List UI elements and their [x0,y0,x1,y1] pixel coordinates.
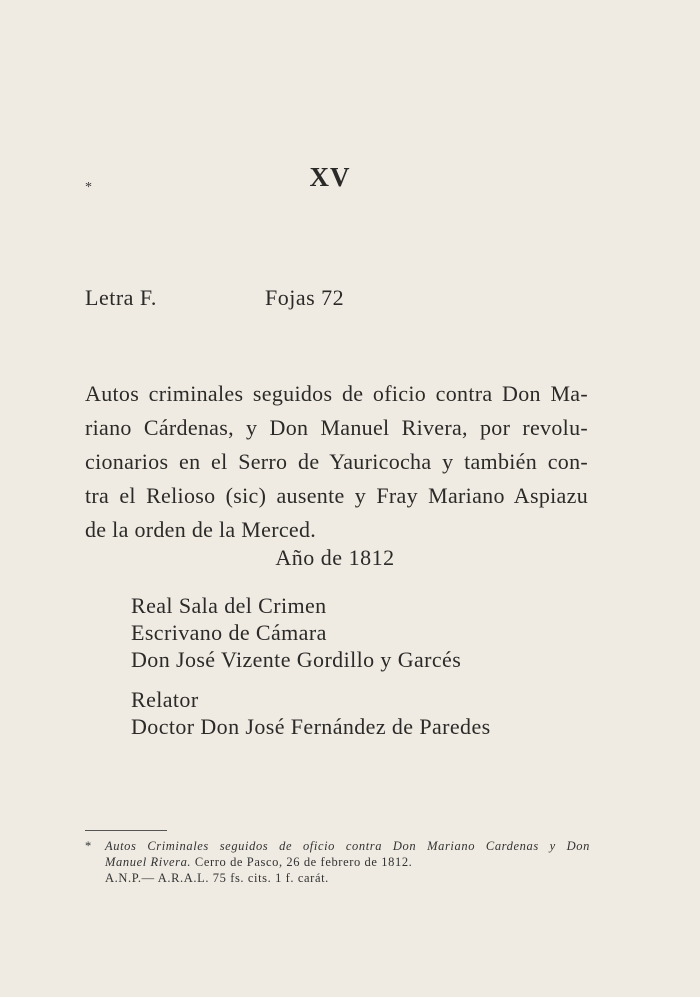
letra-label: Letra F. [85,285,157,310]
chapter-number: XV [309,162,351,192]
escrivano-title: Escrivano de Cámara [131,620,327,645]
relator-block [131,686,491,740]
footnote-line-2 [85,854,590,870]
escrivano-name: Don José Vizente Gordillo y Garcés [131,647,462,672]
footnote-names-italic: Manuel Rivera. [105,855,192,869]
sala-line: Real Sala del Crimen [131,593,327,618]
footnote-line-1 [85,838,590,854]
paragraph-line: Autos criminales seguidos de oficio contra Don Ma- [85,381,588,406]
year-heading: Año de 1812 [275,545,395,570]
chapter-asterisk: * [85,180,92,195]
paragraph-line-last: de la orden de la Merced. [85,517,317,542]
footnote-title-italic: Autos Criminales seguidos de oficio contra Don Mariano Cardenas y Don [105,839,590,853]
fojas-label: Fojas 72 [265,285,345,310]
paragraph-line: tra el Relioso (sic) ausente y Fray Mariano Aspiazu [85,483,588,508]
case-description [85,377,588,547]
footnote-divider [85,830,167,831]
footnote-archive-ref: A.N.P.— A.R.A.L. 75 fs. cits. 1 f. carát. [105,871,329,885]
relator-title: Relator [131,687,199,712]
paragraph-line: cionarios en el Serro de Yauricocha y también con- [85,449,588,474]
footnote-marker: * [85,839,92,853]
officials-block [131,592,461,673]
relator-name: Doctor Don José Fernández de Paredes [131,714,491,739]
paragraph-line: riano Cárdenas, y Don Manuel Rivera, por revolu- [85,415,588,440]
footnote [85,838,590,886]
reference-line [85,285,345,311]
footnote-place-date: Cerro de Pasco, 26 de febrero de 1812. [191,855,413,869]
